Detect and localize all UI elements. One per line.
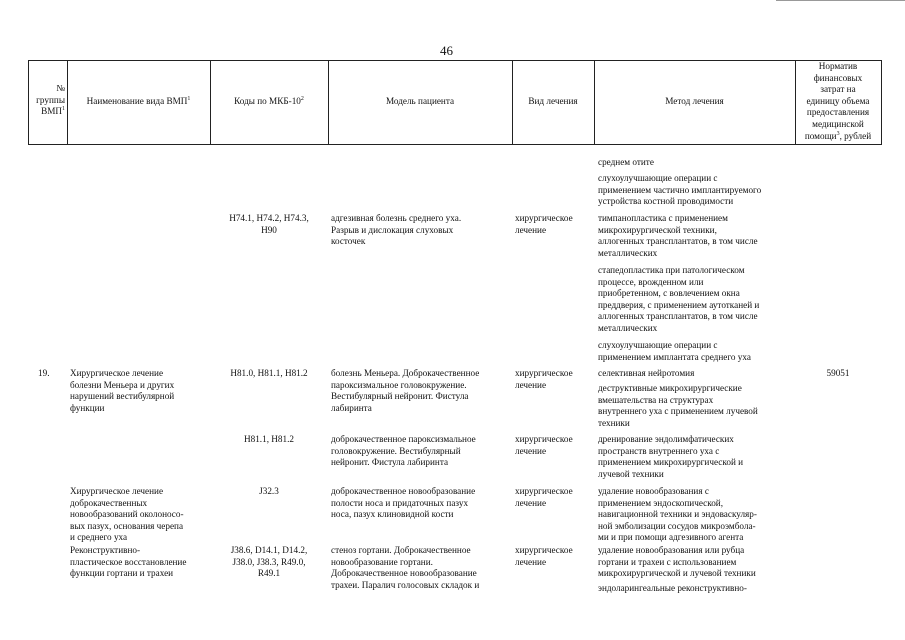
header-treatment-type: Вид лечения bbox=[528, 96, 578, 106]
header-icd-codes: Коды по МКБ-$10^2$ bbox=[234, 96, 304, 106]
method-cell: слухоулучшающие операции с применением имплантата среднего уха bbox=[598, 340, 751, 362]
treatment-type-cell: хирургическое лечение bbox=[515, 434, 573, 456]
method-cell: удаление новообразования с применением эндоскопической, навигационной техники и эндоваскуляр- ной эмболизации сосудов микроэмбола- ми и при помощи адгезивного агента bbox=[598, 486, 757, 543]
header-bottom-rule bbox=[28, 144, 882, 145]
vmp-name-cell: Хирургическое лечение болезни Меньера и других нарушений вестибулярной функции bbox=[70, 368, 175, 413]
treatment-type-cell: хирургическое лечение bbox=[515, 368, 573, 390]
header-patient-model: Модель пациента bbox=[385, 96, 455, 106]
group-number-cell: 19. bbox=[38, 368, 50, 378]
vmp-name-cell: Реконструктивно- пластическое восстановление функции гортани и трахеи bbox=[70, 545, 187, 579]
icd-codes-cell: H81.0, H81.1, H81.2 bbox=[230, 368, 308, 378]
method-cell: селективная нейротомия bbox=[598, 368, 695, 378]
icd-codes-cell: J32.3 bbox=[259, 486, 279, 496]
cost-standard-cell: 59051 bbox=[826, 368, 850, 378]
method-cell: удаление новообразования или рубца гортани и трахеи с использованием микрохирургической и лучевой техники bbox=[598, 545, 756, 579]
patient-model-cell: доброкачественное новообразование полости носа и придаточных пазух носа, пазух клиновидной кости bbox=[331, 486, 476, 520]
header-group-number: № группы ВМП$^1$ bbox=[36, 83, 65, 117]
treatment-type-cell: хирургическое лечение bbox=[515, 486, 573, 508]
patient-model-cell: болезнь Меньера. Доброкачественное пароксизмальное головокружение. Вестибулярный нейронит. Фистула лабиринта bbox=[331, 368, 480, 413]
treatment-type-cell: хирургическое лечение bbox=[515, 545, 573, 567]
col-divider bbox=[881, 60, 882, 145]
header-cost-standard: Норматив финансовых затрат на единицу объема предоставления медицинской помощи$^3$, рублей bbox=[804, 61, 872, 141]
method-cell: слухоулучшающие операции с применением частично имплантируемого устройства костной проводимости bbox=[598, 173, 762, 207]
method-cell: стапедопластика при патологическом процессе, врожденном или приобретенном, с вовлечением окна преддверия, с применением аутотканей и аллогенных трансплантатов, в том числе металлических bbox=[598, 265, 760, 333]
icd-codes-cell: H81.1, H81.2 bbox=[243, 434, 295, 444]
method-cell: деструктивные микрохирургические вмешательства на структурах внутреннего уха с применением лучевой техники bbox=[598, 383, 758, 428]
header-vmp-name: Наименование вида ВМП$^1$ bbox=[86, 96, 191, 106]
header-treatment-method: Метод лечения bbox=[665, 96, 724, 106]
page-number: 46 bbox=[440, 43, 453, 58]
method-cell: эндоларингеальные реконструктивно- bbox=[598, 583, 747, 593]
icd-codes-cell: H74.1, H74.2, H74.3, H90 bbox=[229, 213, 309, 235]
patient-model-cell: доброкачественное пароксизмальное головокружение. Вестибулярный нейронит. Фистула лабиринта bbox=[331, 434, 476, 468]
top-edge-rule bbox=[776, 0, 905, 1]
vmp-name-cell: Хирургическое лечение доброкачественных новообразований околоносо- вых пазух, основания черепа и среднего уха bbox=[70, 486, 184, 543]
method-cell: тимпанопластика с применением микрохирургической техники, аллогенных трансплантатов, в том числе металлических bbox=[598, 213, 758, 258]
method-cell: среднем отите bbox=[598, 157, 654, 167]
patient-model-cell: адгезивная болезнь среднего уха. Разрыв и дислокация слуховых косточек bbox=[331, 213, 462, 247]
icd-codes-cell: J38.6, D14.1, D14.2, J38.0, J38.3, R49.0, R49.1 bbox=[230, 545, 308, 579]
treatment-type-cell: хирургическое лечение bbox=[515, 213, 573, 235]
header-top-rule bbox=[28, 60, 882, 61]
patient-model-cell: стеноз гортани. Доброкачественное новообразование гортани. Доброкачественное новообразование трахеи. Паралич голосовых складок и bbox=[331, 545, 480, 590]
method-cell: дренирование эндолимфатических пространств внутреннего уха с применением микрохирургической и лучевой техники bbox=[598, 434, 744, 479]
